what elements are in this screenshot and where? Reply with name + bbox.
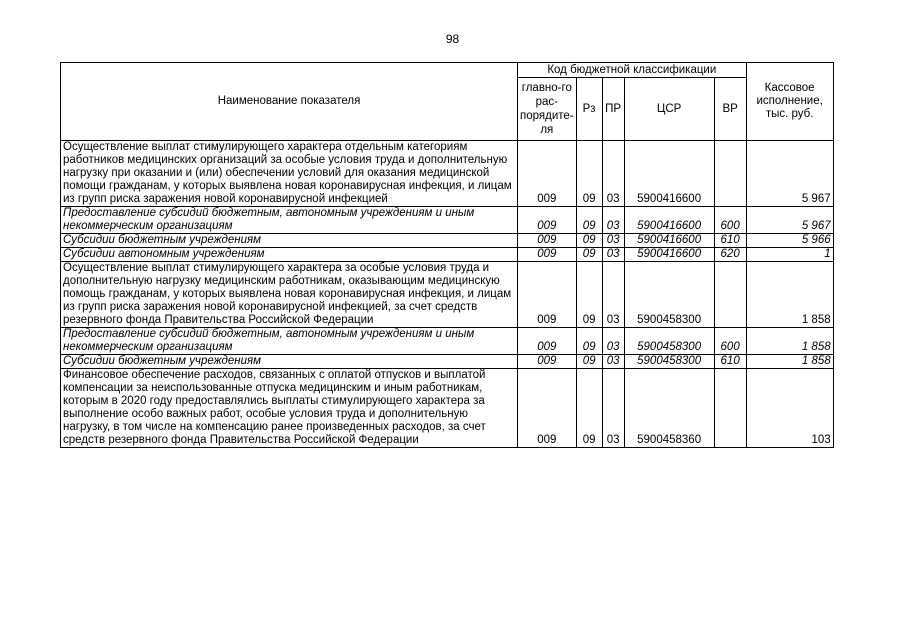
- row-pr: 03: [602, 355, 624, 369]
- page-number: 98: [445, 32, 460, 46]
- row-csr: 5900458300: [624, 328, 714, 355]
- row-csr: 5900458300: [624, 262, 714, 328]
- table-row: [61, 141, 834, 207]
- row-csr: 5900416600: [624, 207, 714, 234]
- row-grbs: 009: [518, 207, 577, 234]
- row-rz: 09: [576, 328, 602, 355]
- row-grbs: 009: [518, 262, 577, 328]
- row-name: Предоставление субсидий бюджетным, автономным учреждениям и иным некоммерческим организациям: [61, 207, 518, 234]
- row-amount: 1 858: [746, 328, 833, 355]
- row-vr: [714, 262, 746, 328]
- row-name: Финансовое обеспечение расходов, связанных с оплатой отпусков и выплатой компенсации за неиспользованные отпуска медицинским и иным работникам, которым в 2020 году предоставлялись выплаты стимулирующего характера за выполнение особо важных работ, особые условия труда и дополнительную нагрузку, в том числе на компенсацию ранее произведенных расходов, за счет средств резервного фонда Правительства Российской Федерации: [61, 369, 518, 448]
- row-grbs: 009: [518, 141, 577, 207]
- row-rz: 09: [576, 355, 602, 369]
- row-vr: [714, 369, 746, 448]
- row-rz: 09: [576, 262, 602, 328]
- row-vr: 620: [714, 248, 746, 262]
- header-amount: Кассовое исполнение, тыс. руб.: [746, 63, 833, 141]
- row-vr: 600: [714, 328, 746, 355]
- row-name: Предоставление субсидий бюджетным, автономным учреждениям и иным некоммерческим организациям: [61, 328, 518, 355]
- header-pr: ПР: [602, 78, 624, 141]
- row-name: Субсидии бюджетным учреждениям: [61, 355, 518, 369]
- row-rz: 09: [576, 248, 602, 262]
- row-grbs: 009: [518, 355, 577, 369]
- row-pr: 03: [602, 234, 624, 248]
- row-vr: 610: [714, 234, 746, 248]
- row-csr: 5900458360: [624, 369, 714, 448]
- row-name: Осуществление выплат стимулирующего характера отдельным категориям работников медицинских организаций за особые условия труда и дополнительную нагрузку при оказании и (или) обеспечении условий для оказания медицинской помощи гражданам, у которых выявлена новая коронавирусная инфекция, и лицам из групп риска заражения новой коронавирусной инфекцией: [61, 141, 518, 207]
- row-grbs: 009: [518, 369, 577, 448]
- row-amount: 5 967: [746, 141, 833, 207]
- row-grbs: 009: [518, 234, 577, 248]
- row-vr: 600: [714, 207, 746, 234]
- row-rz: 09: [576, 207, 602, 234]
- row-pr: 03: [602, 369, 624, 448]
- table-row: [61, 369, 834, 448]
- row-vr: [714, 141, 746, 207]
- row-csr: 5900416600: [624, 248, 714, 262]
- header-rz: Рз: [576, 78, 602, 141]
- row-vr: 610: [714, 355, 746, 369]
- row-amount: 1: [746, 248, 833, 262]
- row-amount: 1 858: [746, 355, 833, 369]
- table-body: [61, 141, 834, 448]
- header-name: Наименование показателя: [61, 63, 518, 141]
- row-grbs: 009: [518, 248, 577, 262]
- row-rz: 09: [576, 141, 602, 207]
- row-pr: 03: [602, 328, 624, 355]
- table-row: [61, 262, 834, 328]
- row-name: Осуществление выплат стимулирующего характера за особые условия труда и дополнительную нагрузку медицинским работникам, оказывающим медицинскую помощь гражданам, у которых выявлена новая коронавирусная инфекция, и лицам из групп риска заражения новой коронавирусной инфекцией, за счет средств резервного фонда Правительства Российской Федерации: [61, 262, 518, 328]
- table-row: [61, 234, 834, 248]
- table-row: [61, 207, 834, 234]
- budget-table: [60, 62, 834, 448]
- row-pr: 03: [602, 207, 624, 234]
- row-amount: 5 966: [746, 234, 833, 248]
- row-csr: 5900416600: [624, 234, 714, 248]
- row-pr: 03: [602, 248, 624, 262]
- row-csr: 5900416600: [624, 141, 714, 207]
- table-row: [61, 355, 834, 369]
- row-pr: 03: [602, 262, 624, 328]
- row-rz: 09: [576, 369, 602, 448]
- row-name: Субсидии автономным учреждениям: [61, 248, 518, 262]
- row-amount: 1 858: [746, 262, 833, 328]
- row-rz: 09: [576, 234, 602, 248]
- table-header: [61, 63, 834, 141]
- row-csr: 5900458300: [624, 355, 714, 369]
- row-amount: 103: [746, 369, 833, 448]
- header-grbs: главно-го рас-порядите-ля: [518, 78, 577, 141]
- header-budget-code-group: Код бюджетной классификации: [518, 63, 747, 78]
- header-vr: ВР: [714, 78, 746, 141]
- row-name: Субсидии бюджетным учреждениям: [61, 234, 518, 248]
- header-csr: ЦСР: [624, 78, 714, 141]
- row-grbs: 009: [518, 328, 577, 355]
- row-amount: 5 967: [746, 207, 833, 234]
- table-row: [61, 328, 834, 355]
- table-row: [61, 248, 834, 262]
- row-pr: 03: [602, 141, 624, 207]
